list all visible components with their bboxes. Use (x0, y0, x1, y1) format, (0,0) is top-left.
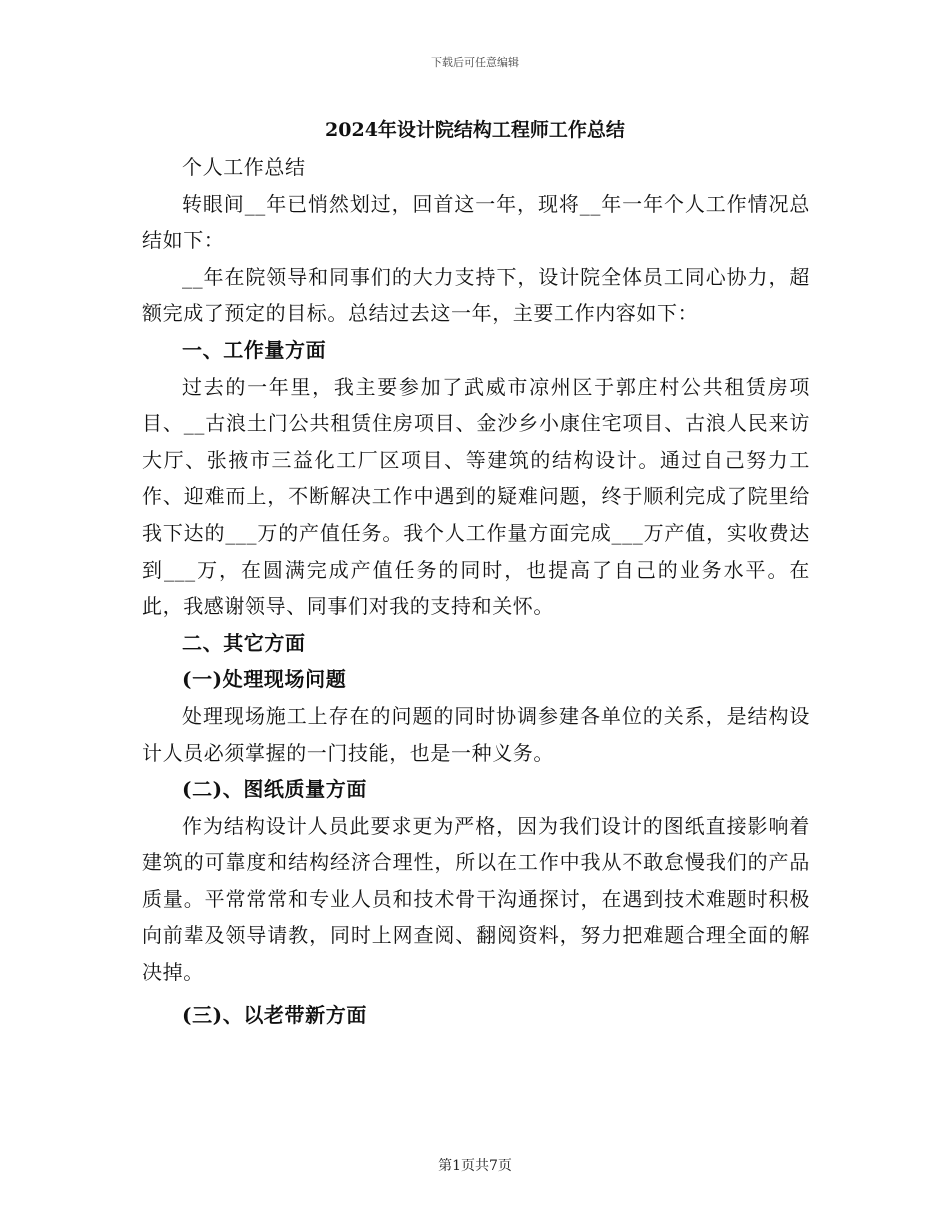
paragraph-intro: 转眼间__年已悄然划过，回首这一年，现将__年一年个人工作情况总结如下： (142, 191, 810, 253)
heading-drawing-quality: (二)、图纸质量方面 (182, 777, 367, 802)
paragraph-site-issues: 处理现场施工上存在的问题的同时协调参建各单位的关系，是结构设计人员必须掌握的一门技能，也是一种义务。 (142, 703, 810, 765)
heading-site-issues: (一)处理现场问题 (182, 667, 347, 692)
paragraph-overview: __年在院领导和同事们的大力支持下，设计院全体员工同心协力，超额完成了预定的目标。总结过去这一年，主要工作内容如下： (142, 264, 810, 326)
document-body (142, 149, 810, 1033)
heading-other-aspects: 二、其它方面 (182, 630, 306, 655)
document-title: 2024年设计院结构工程师工作总结 (325, 119, 625, 141)
heading-workload: 一、工作量方面 (182, 337, 327, 362)
paragraph-drawing-quality: 作为结构设计人员此要求更为严格，因为我们设计的图纸直接影响着建筑的可靠度和结构经济合理性，所以在工作中我从不敢怠慢我们的产品质量。平常常常和专业人员和技术骨干沟通探讨，在遇到技术难题时积极向前辈及领导请教，同时上网查阅、翻阅资料，努力把难题合理全面的解决掉。 (142, 813, 810, 985)
paragraph-personal-summary: 个人工作总结 (182, 155, 306, 179)
heading-mentoring: (三)、以老带新方面 (182, 1002, 367, 1027)
paragraph-workload: 过去的一年里，我主要参加了武威市凉州区于郭庄村公共租赁房项目、__古浪土门公共租赁住房项目、金沙乡小康住宅项目、古浪人民来访大厅、张掖市三益化工厂区项目、等建筑的结构设计。通过自己努力工作、迎难而上，不断解决工作中遇到的疑难问题，终于顺利完成了院里给我下达的___万的产值任务。我个人工作量方面完成___万产值，实收费达到___万，在圆满完成产值任务的同时，也提高了自己的业务水平。在此，我感谢领导、同事们对我的支持和关怀。 (142, 374, 810, 619)
page-footer: 第1页共7页 (438, 1158, 512, 1174)
header-note: 下载后可任意编辑 (431, 56, 519, 69)
